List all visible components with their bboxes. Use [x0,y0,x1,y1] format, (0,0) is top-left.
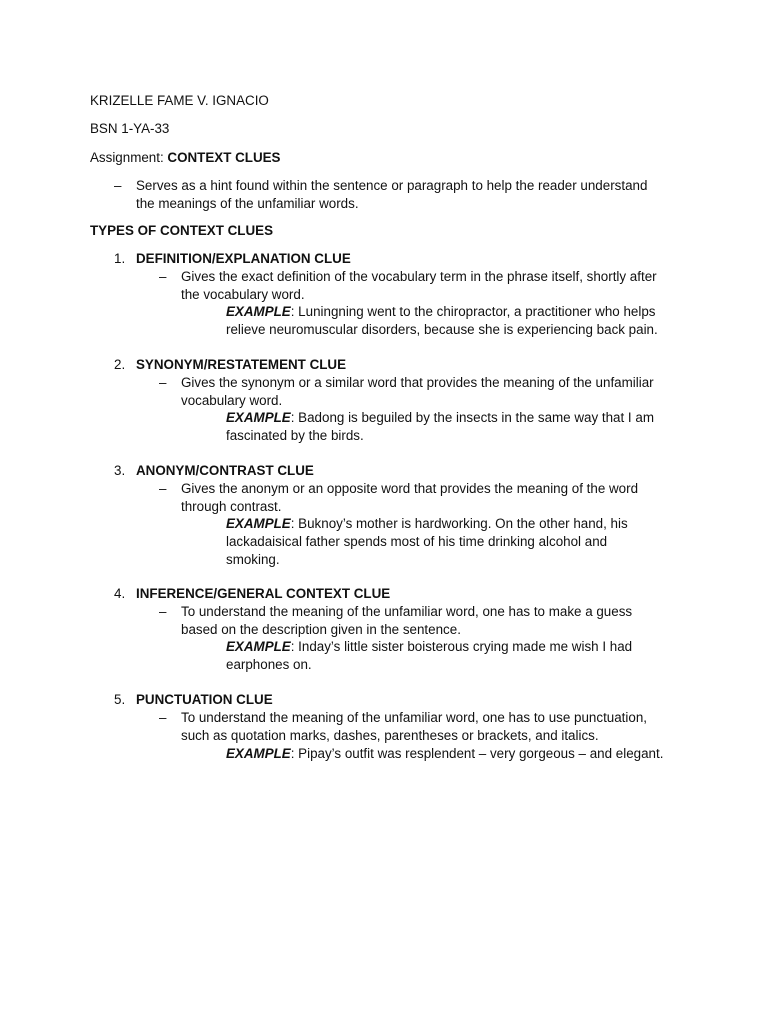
intro-dash: – [114,178,122,193]
item-example-line-1 [226,745,663,763]
item-title: SYNONYM/RESTATEMENT CLUE [136,357,347,372]
item-desc-line-2: vocabulary word. [181,393,283,408]
item-desc-line-1: Gives the synonym or a similar word that provides the meaning of the unfamiliar [181,375,654,390]
item-desc-line-2: based on the description given in the sentence. [181,622,461,637]
example-label: EXAMPLE [226,410,291,425]
example-label: EXAMPLE [226,746,291,761]
item-example-line-2: fascinated by the birds. [226,428,364,443]
example-text: : Pipay’s outfit was resplendent – very gorgeous – and elegant. [290,746,664,761]
item-desc-line-1: Gives the anonym or an opposite word that provides the meaning of the word [181,481,639,496]
item-desc-line-1: To understand the meaning of the unfamiliar word, one has to use punctuation, [181,710,647,725]
example-text: : Inday’s little sister boisterous crying made me wish I had [290,639,633,654]
example-label: EXAMPLE [226,516,291,531]
example-label: EXAMPLE [226,639,291,654]
item-dash: – [159,710,167,725]
item-desc-line-1: To understand the meaning of the unfamiliar word, one has to make a guess [181,604,633,619]
item-title: DEFINITION/EXPLANATION CLUE [136,251,351,266]
item-desc-line-2: through contrast. [181,499,282,514]
item-title: PUNCTUATION CLUE [136,692,273,707]
item-number: 5. [114,692,126,707]
item-title: INFERENCE/GENERAL CONTEXT CLUE [136,586,391,601]
item-example-line-1 [226,409,654,427]
example-label: EXAMPLE [226,304,291,319]
item-desc-line-2: such as quotation marks, dashes, parentheses or brackets, and italics. [181,728,599,743]
intro-line-2: the meanings of the unfamiliar words. [136,196,359,211]
intro-line-1: Serves as a hint found within the sentence or paragraph to help the reader understand [136,178,648,193]
item-number: 4. [114,586,126,601]
item-dash: – [159,604,167,619]
item-dash: – [159,269,167,284]
example-text: : Badong is beguiled by the insects in the same way that I am [290,410,654,425]
item-dash: – [159,375,167,390]
item-example-line-2: lackadaisical father spends most of his time drinking alcohol and [226,534,608,549]
item-number: 2. [114,357,126,372]
example-text: : Luningning went to the chiropractor, a practitioner who helps [290,304,656,319]
example-text: : Buknoy’s mother is hardworking. On the other hand, his [290,516,628,531]
item-example-line-2: relieve neuromuscular disorders, because she is experiencing back pain. [226,322,658,337]
student-name: KRIZELLE FAME V. IGNACIO [90,93,269,108]
student-section: BSN 1-YA-33 [90,121,170,136]
item-example-line-2: earphones on. [226,657,312,672]
item-dash: – [159,481,167,496]
item-example-line-1 [226,638,632,656]
item-example-line-1 [226,515,628,533]
item-title: ANONYM/CONTRAST CLUE [136,463,314,478]
item-desc-line-2: the vocabulary word. [181,287,305,302]
assignment-title: CONTEXT CLUES [167,150,281,165]
item-number: 1. [114,251,126,266]
assignment-line [90,149,281,167]
item-example-line-3: smoking. [226,552,280,567]
item-desc-line-1: Gives the exact definition of the vocabulary term in the phrase itself, shortly after [181,269,657,284]
types-heading: TYPES OF CONTEXT CLUES [90,223,274,238]
item-number: 3. [114,463,126,478]
assignment-label: Assignment: [90,150,168,165]
item-example-line-1 [226,303,655,321]
